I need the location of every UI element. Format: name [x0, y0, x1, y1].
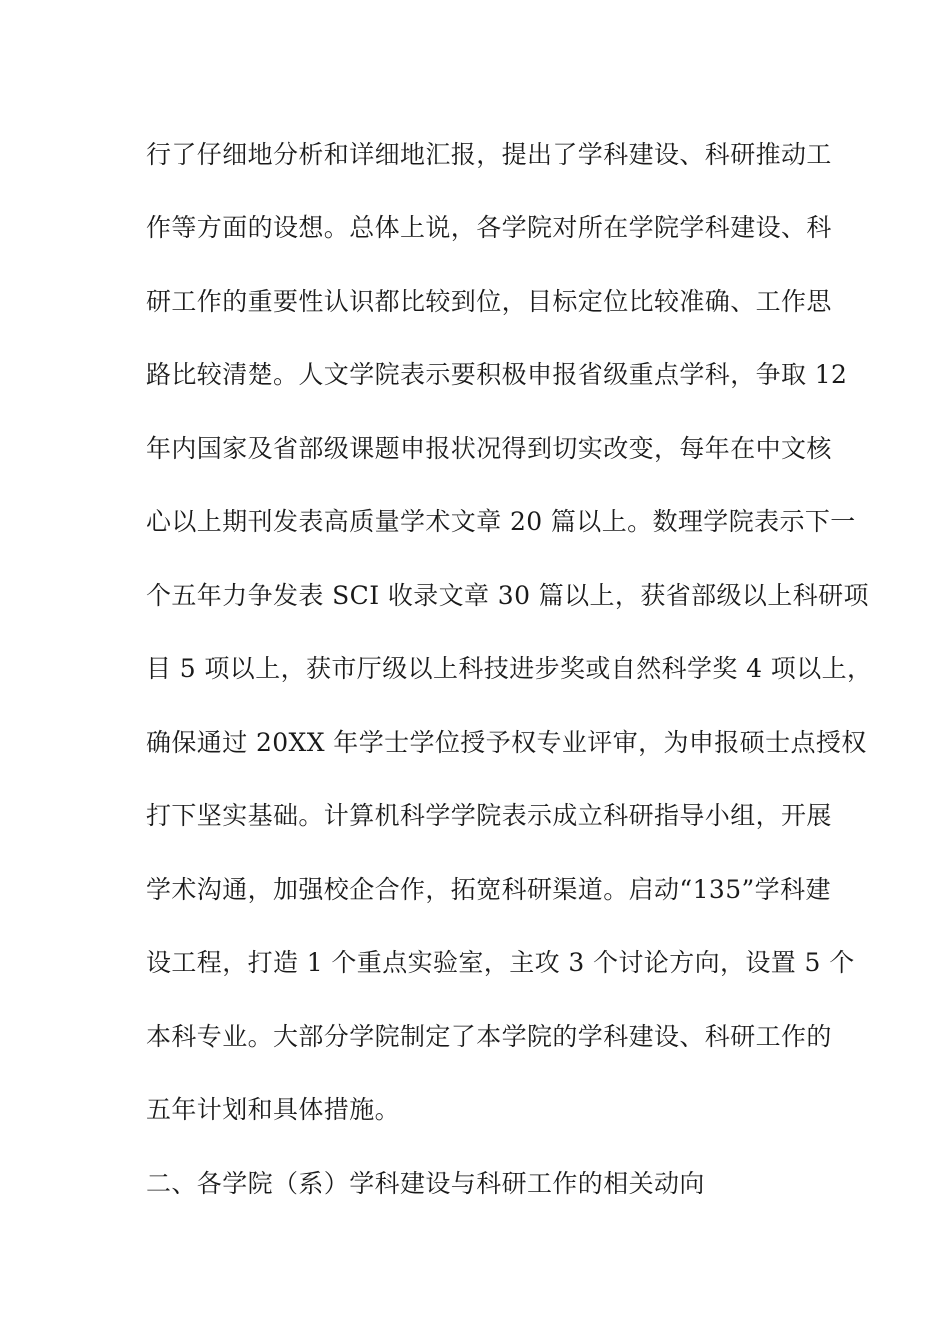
paragraph-line: 路比较清楚。人文学院表示要积极申报省级重点学科，争取 12 — [146, 360, 848, 389]
paragraph-line: 打下坚实基础。计算机科学学院表示成立科研指导小组，开展 — [146, 801, 832, 830]
paragraph-line: 行了仔细地分析和详细地汇报，提出了学科建设、科研推动工 — [146, 140, 832, 169]
paragraph-line: 学术沟通，加强校企合作，拓宽科研渠道。启动“135”学科建 — [146, 875, 831, 904]
paragraph-line: 确保通过 20XX 年学士学位授予权专业评审，为申报硕士点授权 — [146, 728, 867, 757]
paragraph-line: 研工作的重要性认识都比较到位，目标定位比较准确、工作思 — [146, 287, 832, 316]
paragraph-line: 本科专业。大部分学院制定了本学院的学科建设、科研工作的 — [146, 1022, 832, 1051]
paragraph-line: 作等方面的设想。总体上说，各学院对所在学院学科建设、科 — [146, 213, 832, 242]
paragraph-line: 目 5 项以上，获市厅级以上科技进步奖或自然科学奖 4 项以上， — [146, 654, 873, 683]
paragraph-line: 心以上期刊发表高质量学术文章 20 篇以上。数理学院表示下一 — [146, 507, 856, 536]
section-heading: 二、各学院（系）学科建设与科研工作的相关动向 — [146, 1169, 705, 1198]
paragraph-line: 个五年力争发表 SCI 收录文章 30 篇以上，获省部级以上科研项 — [146, 581, 869, 610]
paragraph-line: 设工程，打造 1 个重点实验室，主攻 3 个讨论方向，设置 5 个 — [146, 948, 855, 977]
paragraph-line: 五年计划和具体措施。 — [146, 1095, 401, 1124]
paragraph-line: 年内国家及省部级课题申报状况得到切实改变，每年在中文核 — [146, 434, 832, 463]
